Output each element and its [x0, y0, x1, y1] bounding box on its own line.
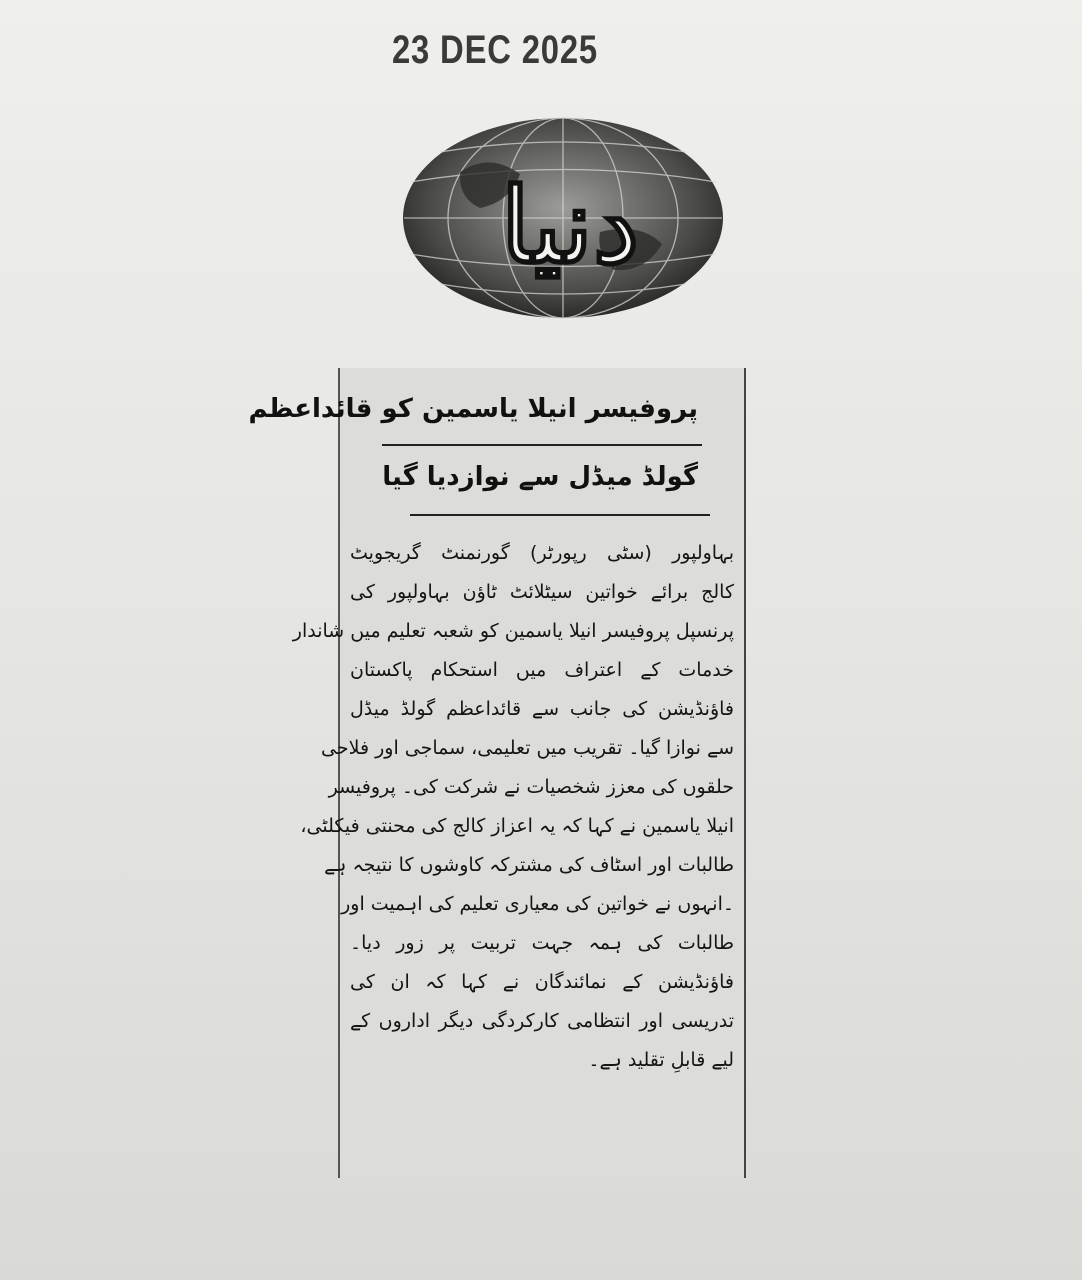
- article-body-line: خدمات کے اعتراف میں استحکام پاکستان: [350, 659, 734, 681]
- article-body-line: انیلا یاسمین نے کہا کہ یہ اعزاز کالج کی محنتی فیکلٹی،: [300, 815, 734, 837]
- article-body-line: طالبات اور اسٹاف کی مشترکہ کاوشوں کا نتیجہ ہے: [324, 854, 734, 876]
- headline-rule: [410, 514, 710, 516]
- article-body-line: ۔انہوں نے خواتین کی معیاری تعلیم کی اہمیت اور: [341, 893, 734, 915]
- article-body-line: حلقوں کی معزز شخصیات نے شرکت کی۔ پروفیسر: [328, 776, 734, 798]
- article-body-line: فاؤنڈیشن کے نمائندگان نے کہا کہ ان کی: [350, 971, 734, 993]
- article-body-line: تدریسی اور انتظامی کارکردگی دیگر اداروں کے: [350, 1010, 734, 1032]
- article-body-line: طالبات کی ہمہ جہت تربیت پر زور دیا۔: [350, 932, 734, 954]
- article-body-line: فاؤنڈیشن کی جانب سے قائداعظم گولڈ میڈل: [350, 698, 734, 720]
- article-body: [292, 534, 734, 1080]
- article-body-line: بہاولپور (سٹی رپورٹر) گورنمنٹ گریجویٹ: [350, 542, 734, 564]
- article-body-line: پرنسپل پروفیسر انیلا یاسمین کو شعبہ تعلیم میں شاندار: [292, 620, 734, 642]
- article-body-line: لیے قابلِ تقلید ہے۔: [588, 1049, 734, 1071]
- article-body-line: سے نوازا گیا۔ تقریب میں تعلیمی، سماجی اور فلاحی: [321, 737, 734, 759]
- article-body-line: کالج برائے خواتین سیٹلائٹ ٹاؤن بہاولپور کی: [350, 581, 734, 603]
- date-stamp: 23 DEC 2025: [392, 28, 598, 72]
- news-clipping: [248, 368, 746, 1178]
- headline-rule: [382, 444, 702, 446]
- headline-line-2: گولڈ میڈل سے نوازدیا گیا: [382, 462, 698, 492]
- headline-line-1: پروفیسر انیلا یاسمین کو قائداعظم: [248, 394, 698, 424]
- logo-wordmark: دنیا: [500, 164, 640, 287]
- newspaper-logo: [400, 112, 726, 322]
